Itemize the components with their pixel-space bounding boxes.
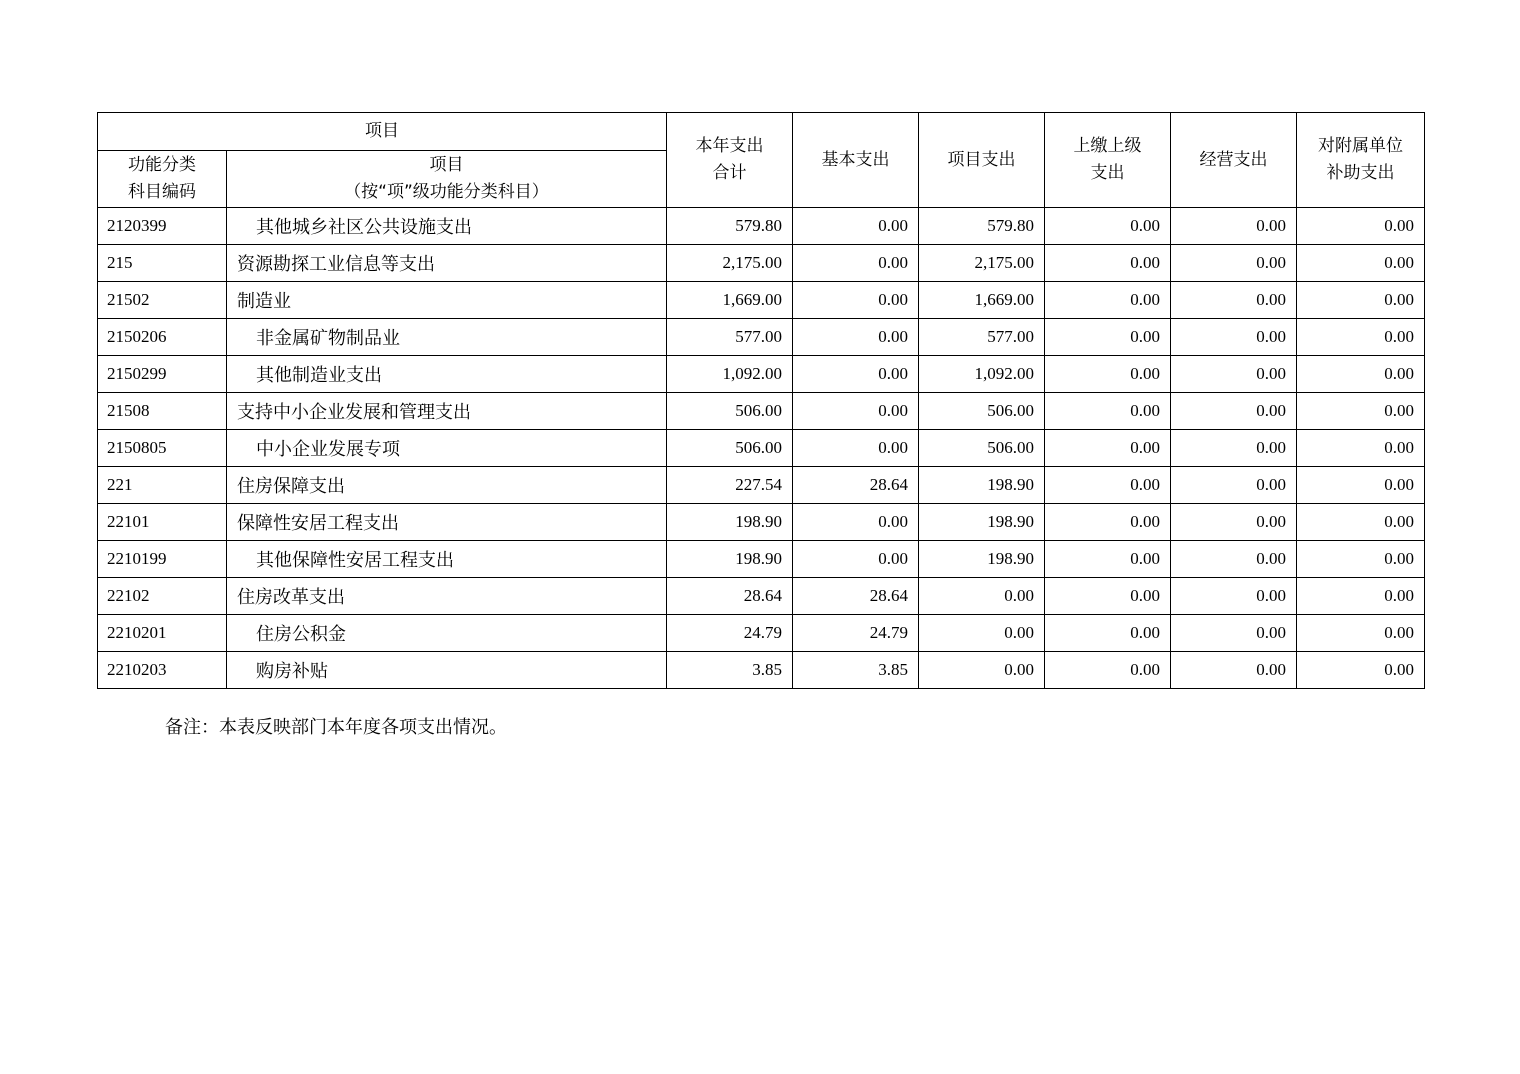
- cell-basic: 24.79: [793, 615, 919, 652]
- cell-subsidy: 0.00: [1297, 615, 1425, 652]
- cell-total: 1,092.00: [667, 356, 793, 393]
- cell-basic: 0.00: [793, 245, 919, 282]
- cell-operating: 0.00: [1171, 393, 1297, 430]
- cell-code: 22102: [98, 578, 227, 615]
- cell-upper: 0.00: [1045, 652, 1171, 689]
- cell-subsidy: 0.00: [1297, 578, 1425, 615]
- cell-total: 1,669.00: [667, 282, 793, 319]
- cell-operating: 0.00: [1171, 319, 1297, 356]
- cell-operating: 0.00: [1171, 652, 1297, 689]
- table-row: [98, 504, 1425, 541]
- cell-basic: 3.85: [793, 652, 919, 689]
- header-basic: 基本支出: [793, 113, 919, 208]
- header-operating: 经营支出: [1171, 113, 1297, 208]
- cell-project: 1,669.00: [919, 282, 1045, 319]
- header-upper: [1045, 113, 1171, 208]
- cell-basic: 0.00: [793, 208, 919, 245]
- cell-upper: 0.00: [1045, 541, 1171, 578]
- cell-operating: 0.00: [1171, 282, 1297, 319]
- cell-subsidy: 0.00: [1297, 393, 1425, 430]
- cell-code: 2150805: [98, 430, 227, 467]
- cell-project: 0.00: [919, 652, 1045, 689]
- cell-project: 0.00: [919, 578, 1045, 615]
- cell-upper: 0.00: [1045, 356, 1171, 393]
- cell-total: 198.90: [667, 541, 793, 578]
- cell-operating: 0.00: [1171, 208, 1297, 245]
- cell-subsidy: 0.00: [1297, 504, 1425, 541]
- cell-subsidy: 0.00: [1297, 208, 1425, 245]
- cell-upper: 0.00: [1045, 282, 1171, 319]
- cell-name: 其他保障性安居工程支出: [227, 541, 667, 578]
- table-row: [98, 430, 1425, 467]
- cell-name: 其他城乡社区公共设施支出: [227, 208, 667, 245]
- cell-code: 2210201: [98, 615, 227, 652]
- cell-operating: 0.00: [1171, 430, 1297, 467]
- cell-project: 579.80: [919, 208, 1045, 245]
- cell-name: 住房公积金: [227, 615, 667, 652]
- cell-subsidy: 0.00: [1297, 541, 1425, 578]
- cell-project: 0.00: [919, 615, 1045, 652]
- header-code-line1: 功能分类: [128, 155, 196, 175]
- cell-subsidy: 0.00: [1297, 356, 1425, 393]
- header-upper-line2: 支出: [1090, 163, 1125, 183]
- cell-upper: 0.00: [1045, 467, 1171, 504]
- cell-upper: 0.00: [1045, 208, 1171, 245]
- cell-upper: 0.00: [1045, 615, 1171, 652]
- cell-name: 保障性安居工程支出: [227, 504, 667, 541]
- header-code: [98, 151, 227, 208]
- cell-subsidy: 0.00: [1297, 245, 1425, 282]
- header-upper-line1: 上缴上级: [1073, 136, 1142, 156]
- header-project: 项目支出: [919, 113, 1045, 208]
- cell-subsidy: 0.00: [1297, 652, 1425, 689]
- cell-project: 506.00: [919, 430, 1045, 467]
- cell-basic: 0.00: [793, 430, 919, 467]
- cell-basic: 0.00: [793, 356, 919, 393]
- header-subsidy-line1: 对附属单位: [1318, 136, 1403, 156]
- header-name-line1: 项目: [429, 155, 464, 175]
- table-row: [98, 245, 1425, 282]
- cell-basic: 0.00: [793, 504, 919, 541]
- header-subsidy-line2: 补助支出: [1326, 163, 1395, 183]
- cell-total: 28.64: [667, 578, 793, 615]
- cell-name: 中小企业发展专项: [227, 430, 667, 467]
- cell-basic: 28.64: [793, 467, 919, 504]
- table-row: [98, 356, 1425, 393]
- cell-operating: 0.00: [1171, 467, 1297, 504]
- cell-project: 198.90: [919, 467, 1045, 504]
- cell-operating: 0.00: [1171, 356, 1297, 393]
- cell-project: 198.90: [919, 504, 1045, 541]
- cell-operating: 0.00: [1171, 541, 1297, 578]
- cell-name: 其他制造业支出: [227, 356, 667, 393]
- cell-basic: 0.00: [793, 541, 919, 578]
- cell-basic: 0.00: [793, 319, 919, 356]
- header-total-line2: 合计: [712, 163, 747, 183]
- cell-subsidy: 0.00: [1297, 282, 1425, 319]
- table-note: 备注：本表反映部门本年度各项支出情况。: [165, 717, 507, 738]
- cell-total: 2,175.00: [667, 245, 793, 282]
- cell-operating: 0.00: [1171, 578, 1297, 615]
- cell-code: 2210199: [98, 541, 227, 578]
- cell-basic: 0.00: [793, 393, 919, 430]
- cell-operating: 0.00: [1171, 504, 1297, 541]
- table-row: [98, 467, 1425, 504]
- cell-subsidy: 0.00: [1297, 430, 1425, 467]
- cell-total: 24.79: [667, 615, 793, 652]
- header-total-line1: 本年支出: [695, 136, 764, 156]
- cell-upper: 0.00: [1045, 430, 1171, 467]
- cell-upper: 0.00: [1045, 319, 1171, 356]
- cell-project: 506.00: [919, 393, 1045, 430]
- table-body: [98, 208, 1425, 689]
- cell-total: 227.54: [667, 467, 793, 504]
- expenditure-table: [97, 112, 1425, 689]
- cell-subsidy: 0.00: [1297, 467, 1425, 504]
- cell-code: 2150206: [98, 319, 227, 356]
- cell-operating: 0.00: [1171, 245, 1297, 282]
- cell-code: 2210203: [98, 652, 227, 689]
- cell-total: 579.80: [667, 208, 793, 245]
- cell-operating: 0.00: [1171, 615, 1297, 652]
- cell-upper: 0.00: [1045, 245, 1171, 282]
- table-row: [98, 319, 1425, 356]
- table-row: [98, 541, 1425, 578]
- table-header: [98, 113, 1425, 208]
- header-code-line2: 科目编码: [128, 182, 196, 202]
- cell-project: 577.00: [919, 319, 1045, 356]
- cell-name: 资源勘探工业信息等支出: [227, 245, 667, 282]
- cell-name: 制造业: [227, 282, 667, 319]
- cell-total: 506.00: [667, 430, 793, 467]
- cell-code: 21502: [98, 282, 227, 319]
- cell-total: 506.00: [667, 393, 793, 430]
- cell-name: 支持中小企业发展和管理支出: [227, 393, 667, 430]
- header-name: [227, 151, 667, 208]
- table-row: [98, 282, 1425, 319]
- cell-upper: 0.00: [1045, 504, 1171, 541]
- header-project-group: 项目: [98, 113, 667, 151]
- cell-project: 198.90: [919, 541, 1045, 578]
- cell-code: 22101: [98, 504, 227, 541]
- cell-code: 2150299: [98, 356, 227, 393]
- cell-basic: 28.64: [793, 578, 919, 615]
- cell-subsidy: 0.00: [1297, 319, 1425, 356]
- cell-code: 21508: [98, 393, 227, 430]
- cell-basic: 0.00: [793, 282, 919, 319]
- cell-project: 2,175.00: [919, 245, 1045, 282]
- cell-code: 2120399: [98, 208, 227, 245]
- cell-name: 非金属矿物制品业: [227, 319, 667, 356]
- cell-upper: 0.00: [1045, 393, 1171, 430]
- cell-total: 577.00: [667, 319, 793, 356]
- cell-total: 198.90: [667, 504, 793, 541]
- table-row: [98, 615, 1425, 652]
- cell-name: 住房改革支出: [227, 578, 667, 615]
- table-row: [98, 208, 1425, 245]
- table-row: [98, 393, 1425, 430]
- table-row: [98, 578, 1425, 615]
- cell-name: 购房补贴: [227, 652, 667, 689]
- cell-project: 1,092.00: [919, 356, 1045, 393]
- cell-total: 3.85: [667, 652, 793, 689]
- cell-code: 221: [98, 467, 227, 504]
- header-name-line2: （按“项”级功能分类科目）: [344, 182, 549, 202]
- header-subsidy: [1297, 113, 1425, 208]
- table-row: [98, 652, 1425, 689]
- header-total: [667, 113, 793, 208]
- cell-name: 住房保障支出: [227, 467, 667, 504]
- cell-code: 215: [98, 245, 227, 282]
- cell-upper: 0.00: [1045, 578, 1171, 615]
